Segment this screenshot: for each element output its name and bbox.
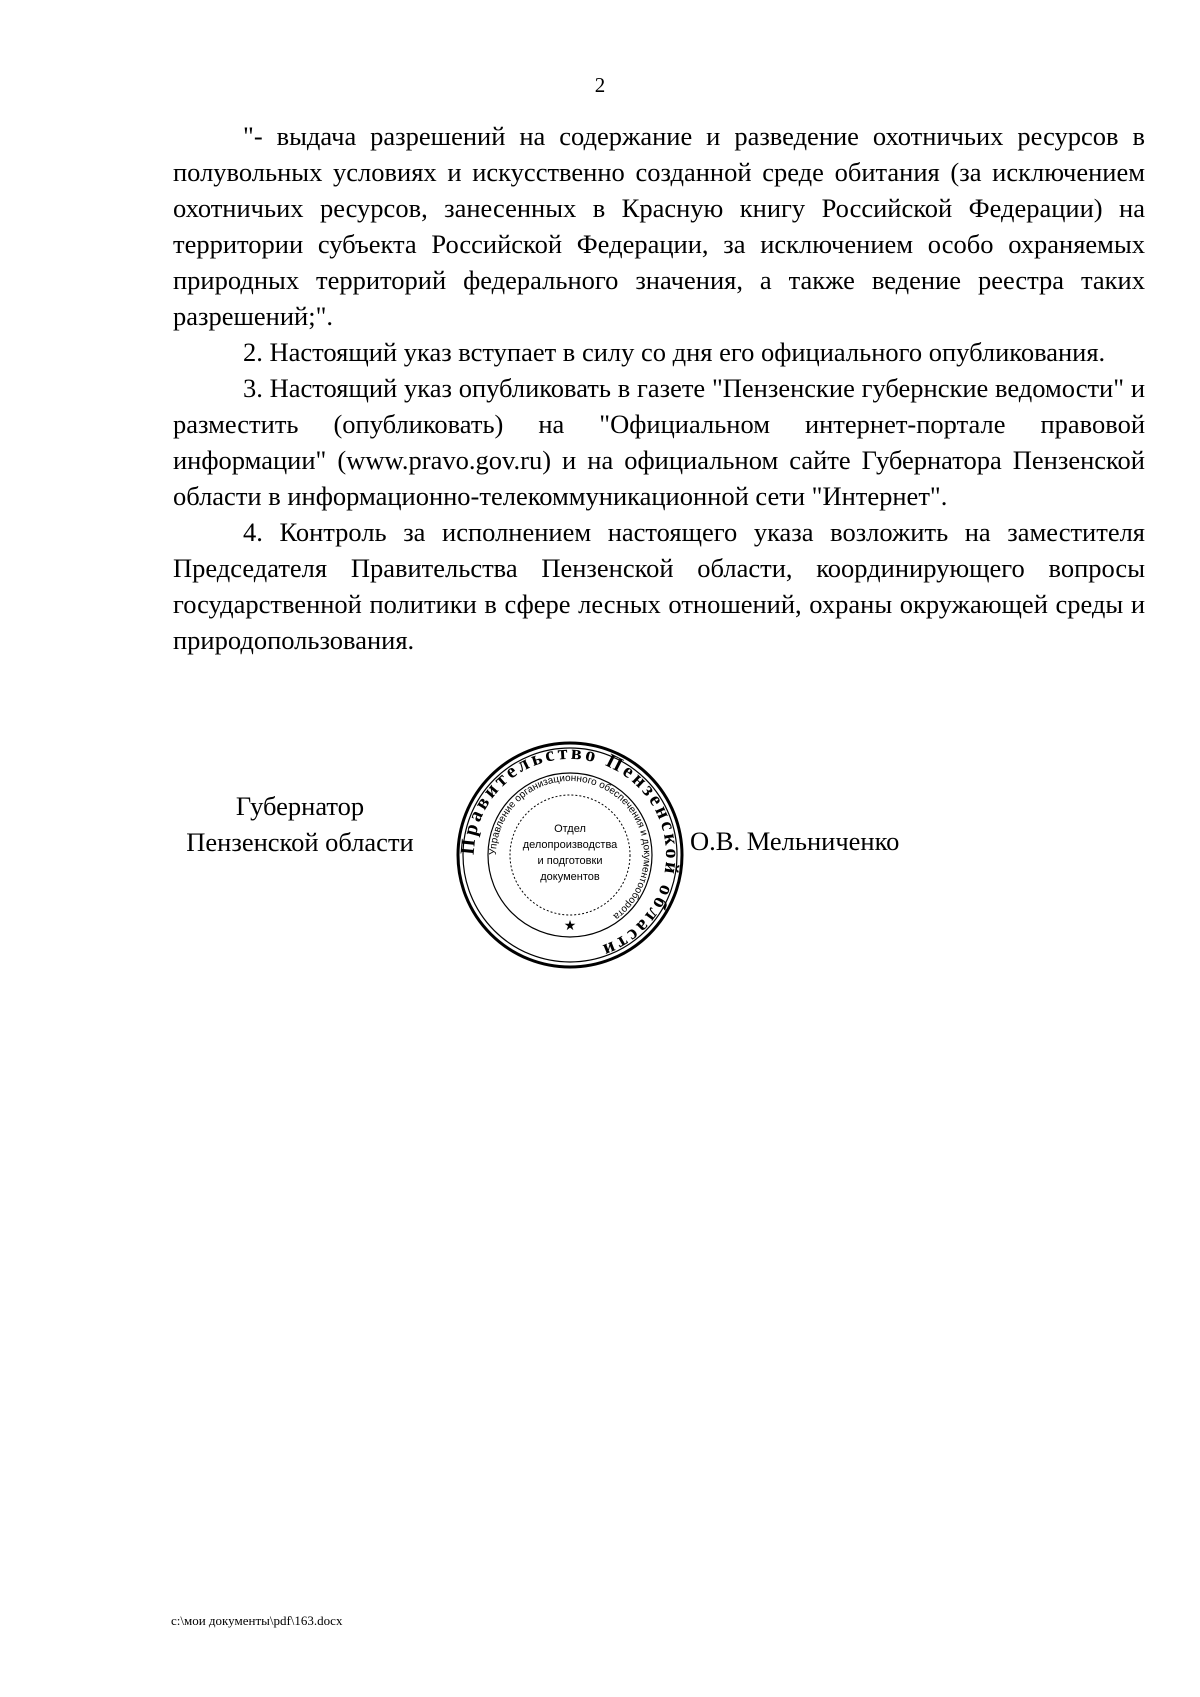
seal-center-line3: и подготовки bbox=[537, 855, 603, 867]
document-body bbox=[173, 118, 1145, 658]
paragraph-4: 4. Контроль за исполнением настоящего указа возложить на заместителя Председателя Правительства Пензенской области, координирующего вопросы государственной политики в сфере лесных отношений, охраны окружающей среды и природопользования. bbox=[173, 517, 1145, 655]
page-number: 2 bbox=[594, 73, 606, 97]
signatory-name: О.В. Мельниченко bbox=[690, 826, 900, 856]
signatory-position-line1: Губернатор bbox=[235, 791, 365, 821]
seal-star-icon: ★ bbox=[563, 919, 577, 934]
seal-center-line1: Отдел bbox=[554, 823, 586, 835]
paragraph-2: 2. Настоящий указ вступает в силу со дня его официального опубликования. bbox=[243, 337, 1106, 367]
footer-file-path: c:\мои документы\pdf\163.docx bbox=[171, 1613, 343, 1628]
signatory-position bbox=[170, 788, 430, 860]
seal-center-line4: документов bbox=[540, 871, 600, 883]
seal-inner-text: Управление организационного обеспечения и документооборота bbox=[487, 772, 653, 922]
seal-center-line2: делопроизводства bbox=[522, 839, 618, 851]
official-seal bbox=[455, 740, 685, 970]
seal-outer-text: Правительство Пензенской области bbox=[456, 741, 684, 963]
paragraph-3: 3. Настоящий указ опубликовать в газете "Пензенские губернские ведомости" и разместить (опубликовать) на "Официальном интернет-портале правовой информации" (www.pravo.gov.ru) и на официальном сайте Губернатора Пензенской области в информационно-телекоммуникационной сети "Интернет". bbox=[173, 373, 1145, 511]
signatory-position-line2: Пензенской области bbox=[186, 827, 414, 857]
paragraph-amendment: "- выдача разрешений на содержание и разведение охотничьих ресурсов в полувольных условиях и искусственно созданной среде обитания (за исключением охотничьих ресурсов, занесенных в Красную книгу Российской Федерации) на территории субъекта Российской Федерации, за исключением особо охраняемых природных территорий федерального значения, а также ведение реестра таких разрешений;". bbox=[173, 121, 1145, 331]
